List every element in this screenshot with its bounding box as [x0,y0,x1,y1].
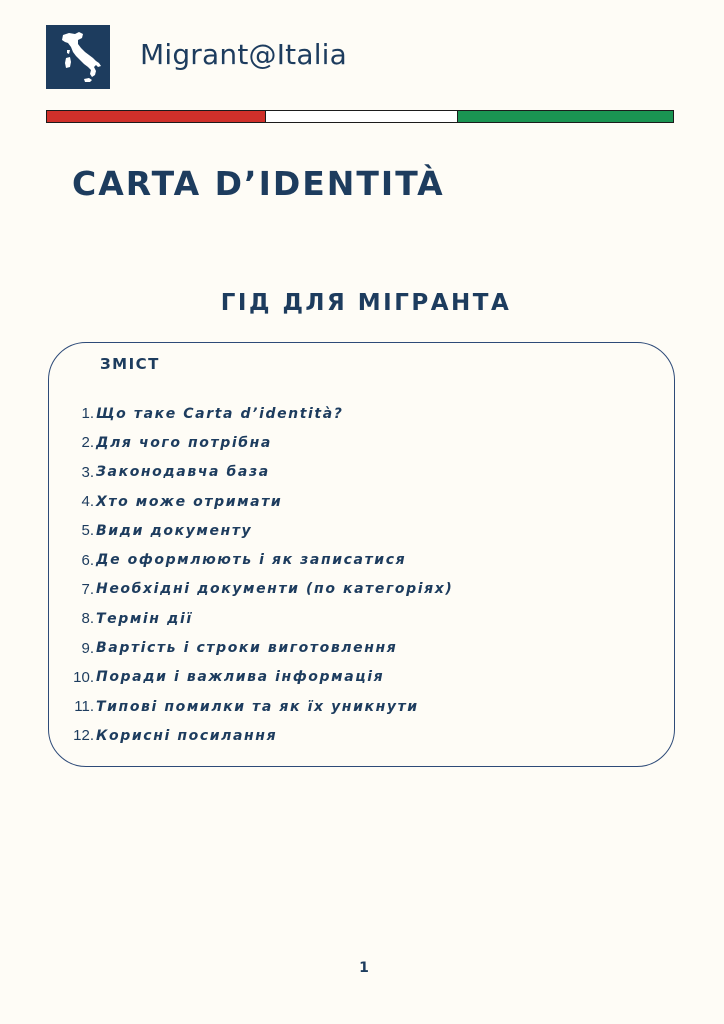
toc-item-number: 9. [81,639,94,657]
toc-item[interactable] [60,663,453,692]
toc-item-number: 7. [81,580,94,598]
toc-item-label: Корисні посилання [96,727,278,744]
toc-item[interactable] [60,604,453,633]
toc-item-label: Необхідні документи (по категоріях) [96,581,454,598]
toc-item-number: 6. [81,551,94,569]
page-number: 1 [359,960,369,976]
italy-map-icon [46,25,110,89]
toc-item[interactable] [60,428,453,457]
toc-item-label: Хто може отримати [96,493,283,510]
toc-item-number: 2. [81,434,94,452]
toc-item[interactable] [60,575,453,604]
toc-item-number: 5. [81,522,94,540]
toc-item-number: 11. [74,698,94,716]
toc-item[interactable] [60,458,453,487]
toc-item[interactable] [60,399,453,428]
toc-item-label: Види документу [96,522,253,539]
toc-item-label: Вартість і строки виготовлення [96,640,398,657]
toc-item-label: Законодавча база [96,464,270,481]
toc-item-number: 12. [73,727,94,745]
toc-list [60,399,453,751]
toc-item[interactable] [60,633,453,662]
toc-item-number: 8. [81,610,94,628]
document-title: CARTA D’IDENTITÀ [72,164,445,203]
document-subtitle: ГІД ДЛЯ МІГРАНТА [220,290,512,316]
italian-flag-bar [46,110,674,123]
flag-red-stripe [47,111,266,122]
toc-item-label: Для чого потрібна [96,434,272,451]
logo [46,25,110,89]
toc-item-number: 1. [81,405,94,423]
toc-item[interactable] [60,545,453,574]
toc-item[interactable] [60,692,453,721]
flag-white-stripe [266,111,458,122]
toc-item-number: 3. [81,463,94,481]
brand-name: Migrant@Italia [140,38,348,71]
toc-item[interactable] [60,487,453,516]
toc-item-label: Типові помилки та як їх уникнути [96,698,419,715]
toc-item-number: 4. [81,493,94,511]
toc-item-number: 10. [73,668,94,686]
toc-item[interactable] [60,721,453,750]
toc-item-label: Де оформлюють і як записатися [96,552,407,569]
flag-green-stripe [458,111,673,122]
toc-item[interactable] [60,516,453,545]
toc-heading: ЗМІСТ [100,355,160,373]
toc-item-label: Що таке Carta d’identità? [96,405,344,422]
toc-item-label: Термін дії [96,610,193,627]
toc-item-label: Поради і важлива інформація [96,669,385,686]
